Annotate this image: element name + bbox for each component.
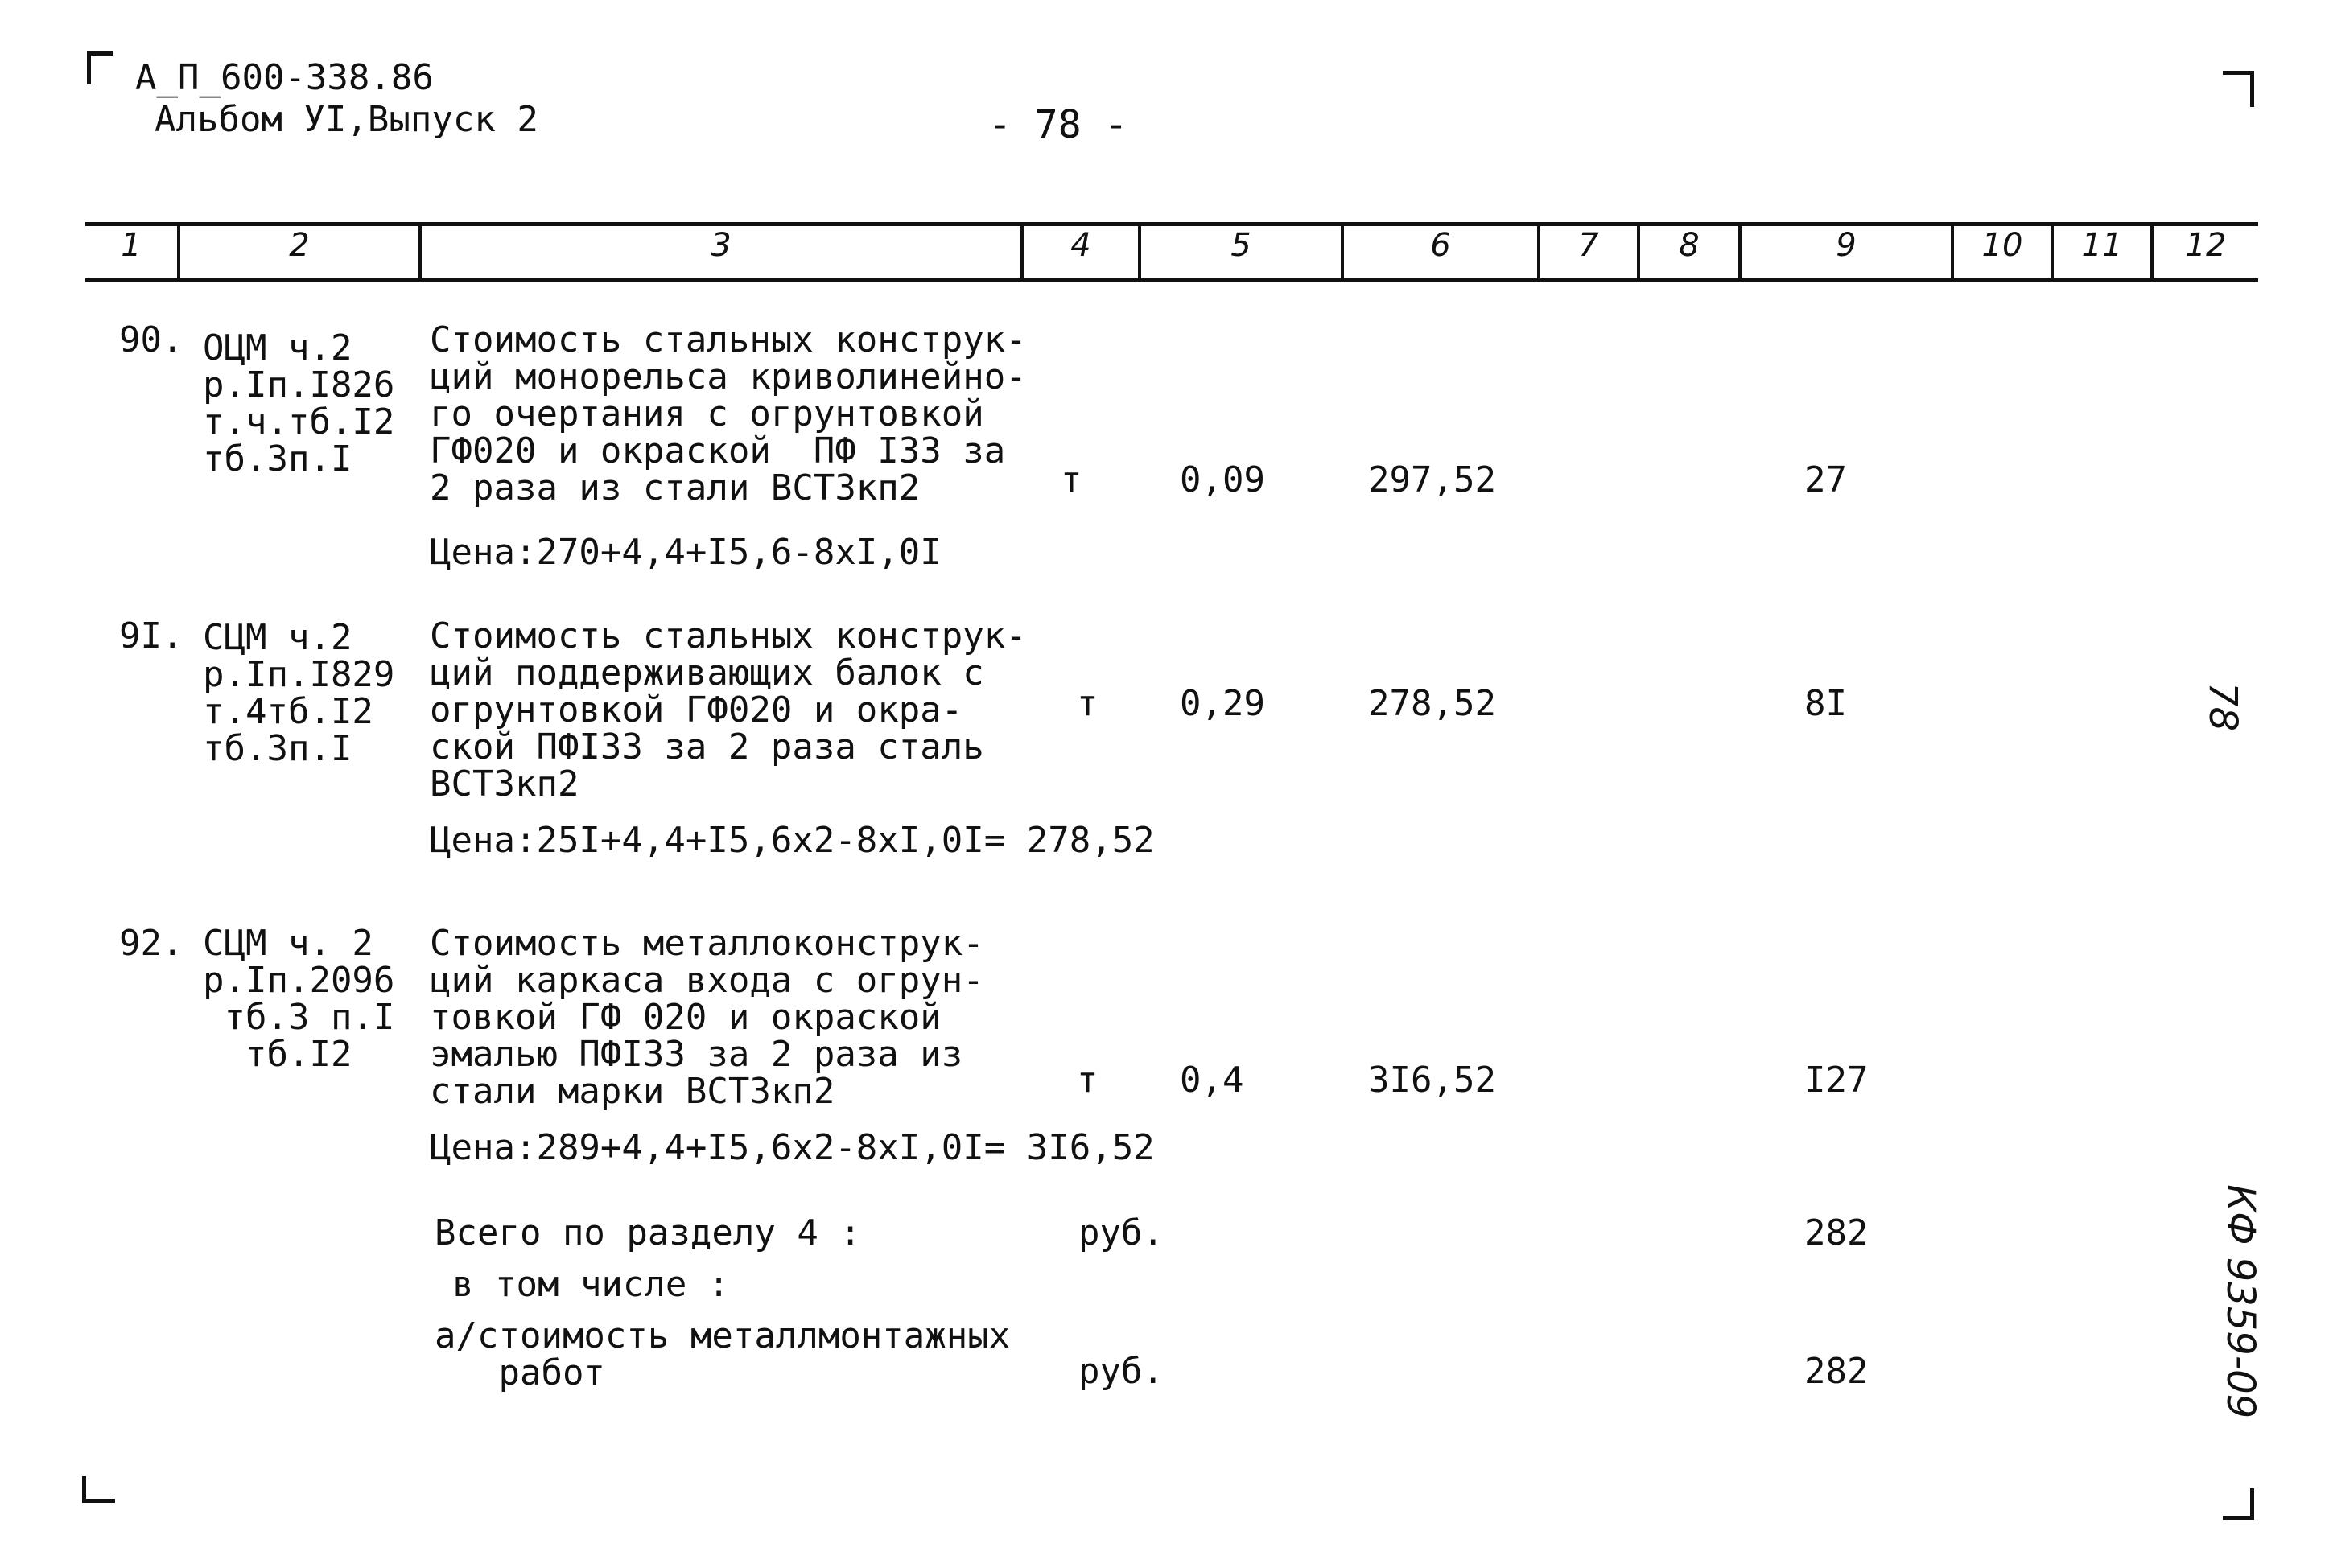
item-total: 8I (1804, 683, 1847, 724)
column-number-5: 5 (1230, 227, 1251, 264)
item-unit: т (1077, 683, 1099, 724)
column-number-4: 4 (1070, 227, 1091, 264)
item-description: Стоимость металлоконструк- ций каркаса входа с огрун- товкой ГФ 020 и окраской эмалью ПФI33 за 2 раза из стали марки ВСТ3кп2 (430, 923, 984, 1112)
item-unit-price: 3I6,52 (1368, 1060, 1496, 1101)
column-number-7: 7 (1578, 227, 1599, 264)
subtotal-value: 282 (1804, 1351, 1869, 1392)
item-unit-price: 278,52 (1368, 683, 1496, 724)
corner-mark-top-left (87, 51, 113, 84)
column-number-10: 10 (1981, 227, 2023, 264)
item-reference: СЦМ ч.2 р.Iп.I829 т.4тб.I2 тб.3п.I (203, 617, 395, 769)
section-total-label: Всего по разделу 4 : (435, 1212, 861, 1253)
document-code: А_П_600-338.86 (135, 57, 434, 98)
item-unit: т (1077, 1060, 1099, 1101)
column-number-2: 2 (289, 227, 310, 264)
item-total: 27 (1804, 459, 1847, 500)
item-quantity: 0,4 (1180, 1060, 1244, 1101)
item-quantity: 0,29 (1180, 683, 1265, 724)
item-price-calculation: Цена:289+4,4+I5,6х2-8хI,0I= 3I6,52 (430, 1127, 1155, 1168)
table-header-bottom-rule (85, 278, 2258, 282)
table-header-top-rule (85, 222, 2258, 226)
item-description: Стоимость стальных конструк- ций поддерживающих балок с огрунтовкой ГФ020 и окра- ской ПФI33 за 2 раза сталь ВСТ3кп2 (430, 615, 1027, 805)
corner-mark-bottom-left (82, 1476, 115, 1503)
item-number: 92. (119, 923, 183, 964)
item-description: Стоимость стальных конструк- ций монорельса криволинейно- го очертания с огрунтовкой ГФ020 и окраской ПФ I33 за 2 раза из стали ВСТ3кп2 (430, 319, 1027, 508)
item-total: I27 (1804, 1060, 1869, 1101)
item-number: 9I. (119, 615, 183, 656)
item-price-calculation: Цена:25I+4,4+I5,6х2-8хI,0I= 278,52 (430, 820, 1155, 861)
item-reference: ОЦМ ч.2 р.Iп.I826 т.ч.тб.I2 тб.3п.I (203, 327, 395, 479)
subtotal-unit: руб. (1078, 1351, 1164, 1392)
section-total-value: 282 (1804, 1212, 1869, 1253)
column-number-8: 8 (1679, 227, 1700, 264)
margin-page-mark: 78 (2200, 682, 2245, 732)
corner-mark-top-right (2223, 71, 2254, 107)
including-label: в том числе : (452, 1264, 730, 1305)
column-number-12: 12 (2185, 227, 2227, 264)
item-price-calculation: Цена:270+4,4+I5,6-8хI,0I (430, 532, 942, 573)
column-number-6: 6 (1430, 227, 1451, 264)
item-quantity: 0,09 (1180, 459, 1265, 500)
column-number-1: 1 (121, 227, 142, 264)
column-number-11: 11 (2081, 227, 2123, 264)
item-reference: СЦМ ч. 2 р.Iп.2096 тб.3 п.I тб.I2 (203, 923, 395, 1075)
item-number: 90. (119, 319, 183, 360)
item-unit-price: 297,52 (1368, 459, 1496, 500)
item-unit: т (1061, 459, 1082, 500)
corner-mark-bottom-right (2223, 1488, 2254, 1520)
column-number-9: 9 (1836, 227, 1857, 264)
subtotal-label: а/стоимость металлмонтажных работ (435, 1315, 1011, 1393)
album-line: Альбом УI,Выпуск 2 (155, 99, 538, 140)
section-total-unit: руб. (1078, 1212, 1164, 1253)
page-number: - 78 - (988, 102, 1128, 147)
column-number-3: 3 (711, 227, 732, 264)
margin-document-code: КФ 9359-09 (2218, 1184, 2263, 1419)
